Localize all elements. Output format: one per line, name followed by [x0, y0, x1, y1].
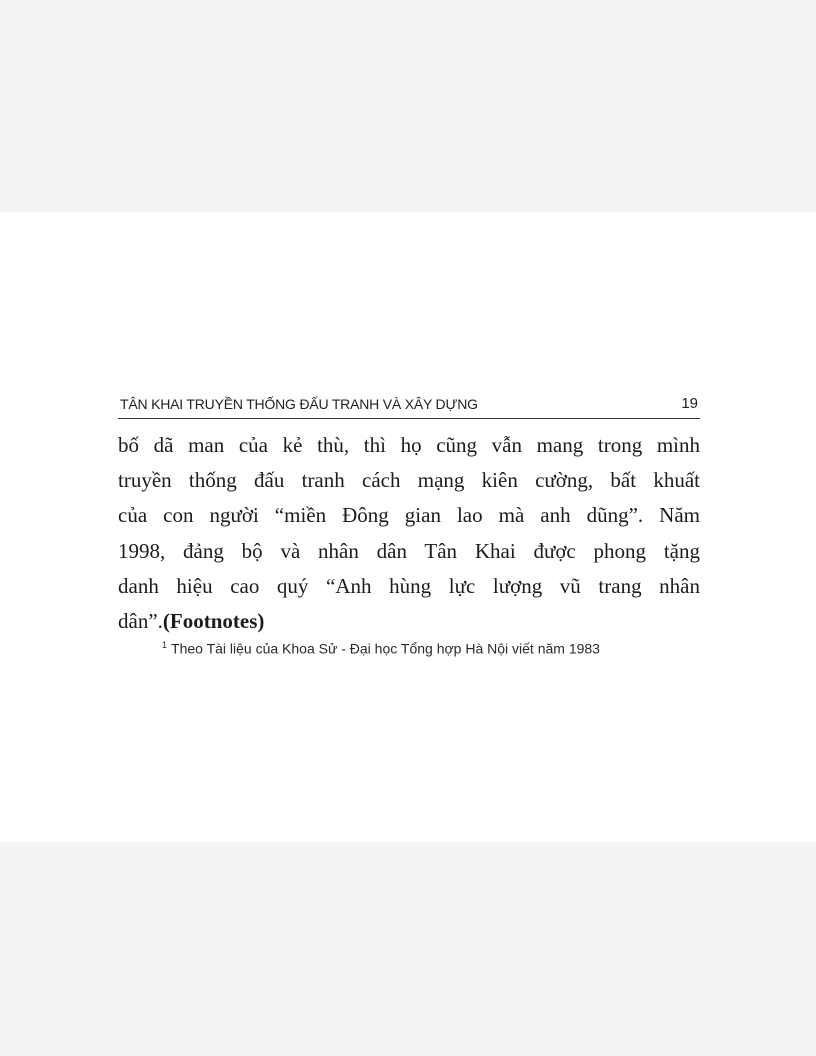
scan-margin-bottom [0, 842, 816, 1056]
body-line: của con người “miền Đông gian lao mà anh dũng”. Năm [118, 503, 700, 528]
body-line: danh hiệu cao quý “Anh hùng lực lượng vũ trang nhân [118, 573, 700, 598]
footnote-text: Theo Tài liệu của Khoa Sử - Đại học Tổng hợp Hà Nội viết năm 1983 [171, 640, 600, 657]
page-number: 19 [681, 395, 698, 412]
body-line: 1998, đảng bộ và nhân dân Tân Khai được phong tặng [118, 538, 700, 563]
scan-margin-top [0, 0, 816, 212]
body-line-text: dân”. [118, 609, 163, 634]
footnote [162, 640, 600, 657]
running-header-title: TÂN KHAI TRUYỀN THỐNG ĐẤU TRANH VÀ XÂY DỰNG [120, 396, 478, 412]
body-line: bố dã man của kẻ thù, thì họ cũng vẫn mang trong mình [118, 433, 700, 457]
body-line: truyền thống đấu tranh cách mạng kiên cường, bất khuất [118, 468, 700, 493]
body-line-last [118, 604, 700, 639]
footnote-ref: 1 [162, 640, 168, 650]
footnotes-marker: (Footnotes) [162, 609, 265, 634]
body-paragraph [118, 428, 700, 639]
running-header [118, 394, 700, 419]
